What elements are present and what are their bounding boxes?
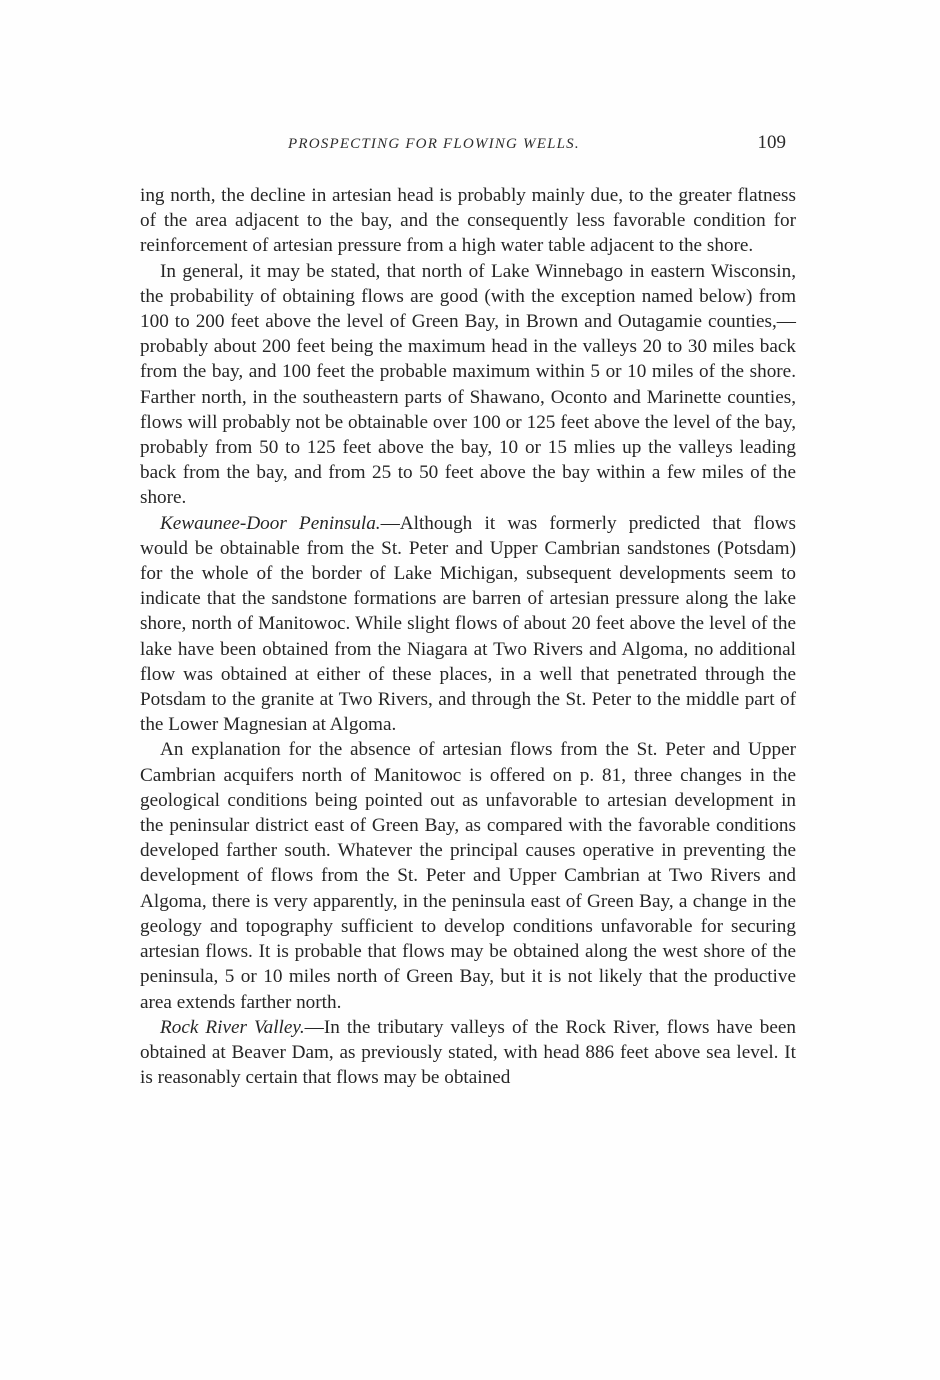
section-heading: Kewaunee-Door Peninsula. xyxy=(160,512,381,534)
paragraph-rock-river xyxy=(140,1015,796,1091)
paragraph-text: An explanation for the absence of artesian flows from the St. Peter and Upper Cambrian acquifers north of Manitowoc is offered on p. 81, three changes in the geological conditions being pointed out as unfavorable to artesian development in the peninsular district east of Green Bay, as compared with the favorable conditions developed farther south. Whatever the principal causes operative in preventing the development of flows from the St. Peter and Upper Cambrian at Two Rivers and Algoma, there is very apparently, in the peninsula east of Green Bay, a change in the geology and topography sufficient to develop conditions unfavorable for securing artesian flows. It is probable that flows may be obtained along the west shore of the peninsula, 5 or 10 miles north of Green Bay, but it is not likely that the productive area extends farther north. xyxy=(140,739,796,1013)
section-heading: Rock River Valley. xyxy=(160,1016,305,1038)
paragraph-kewaunee-door xyxy=(140,511,796,738)
paragraph-continuation xyxy=(140,183,796,259)
running-head xyxy=(140,132,788,158)
paragraph-text: ing north, the decline in artesian head is probably mainly due, to the greater flatness of the area adjacent to the bay, and the consequently less favorable condition for reinforcement of artesian pressure from a high water table adjacent to the shore. xyxy=(140,185,796,257)
paragraph-lake-winnebago xyxy=(140,259,796,511)
paragraph-text: —In the tributary valleys of the Rock River, flows have been obtained at Beaver Dam, as previously stated, with head 886 feet above sea level. It is reasonably certain that flows may be obtained xyxy=(140,1016,796,1089)
running-title: PROSPECTING FOR FLOWING WELLS. xyxy=(288,136,580,152)
paragraph-explanation xyxy=(140,737,796,1014)
page-number: 109 xyxy=(757,132,786,153)
body-text xyxy=(140,183,796,1090)
paragraph-text: In general, it may be stated, that north of Lake Winnebago in eastern Wisconsin, the probability of obtaining flows are good (with the exception named below) from 100 to 200 feet above the level of Green Bay, in Brown and Outagamie counties,—probably about 200 feet being the maximum head in the valleys 20 to 30 miles back from the bay, and 100 feet the probable maximum within 5 or 10 miles of the shore. Farther north, in the southeastern parts of Shawano, Oconto and Marinette counties, flows will probably not be obtainable over 100 or 125 feet above the level of the bay, probably from 50 to 125 feet above the bay, 10 or 15 mlies up the valleys leading back from the bay, and from 25 to 50 feet above the bay within a few miles of the shore. xyxy=(140,260,796,509)
paragraph-text: —Although it was formerly predicted that flows would be obtainable from the St. Peter and Upper Cambrian sandstones (Potsdam) for the whole of the border of Lake Michigan, subsequent developments seem to indicate that the sandstone formations are barren of artesian pressure along the lake shore, north of Manitowoc. While slight flows of about 20 feet above the level of the lake have been obtained from the Niagara at Two Rivers and Algoma, no additional flow was obtained at either of these places, in a well that penetrated through the Potsdam to the granite at Two Rivers, and through the St. Peter to the middle part of the Lower Magnesian at Algoma. xyxy=(140,512,796,736)
